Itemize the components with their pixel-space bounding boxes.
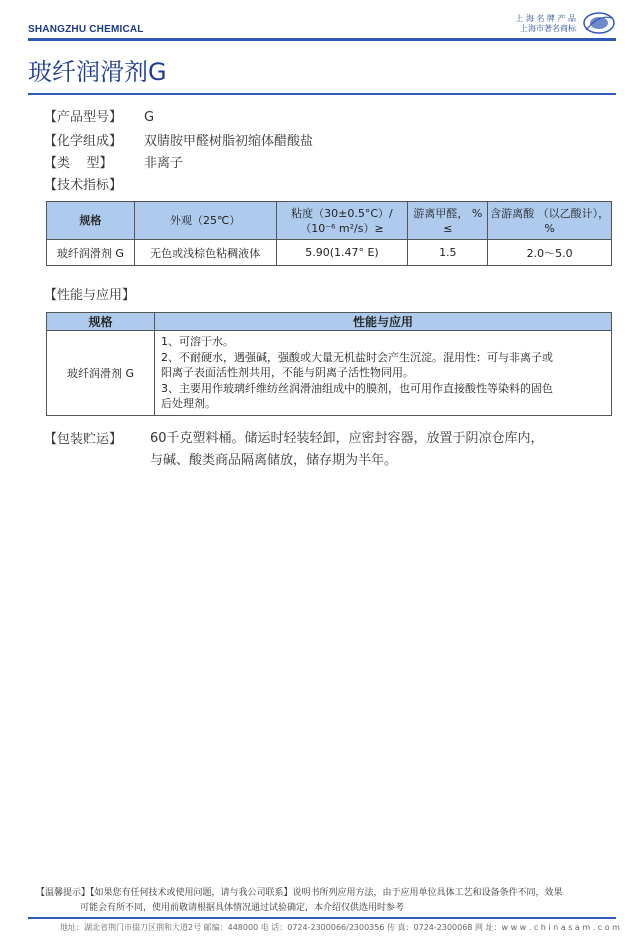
application-line: 3、主要用作玻璃纤维纺丝润滑油组成中的膜剂，也可用作直接酸性等染料的固色 xyxy=(161,381,553,395)
section-application-label: 【性能与应用】 xyxy=(44,288,136,303)
field-type xyxy=(44,152,183,171)
table-row xyxy=(47,240,612,266)
table-cell: 无色或浅棕色粘稠液体 xyxy=(134,240,276,266)
field-model xyxy=(44,106,154,125)
tech-spec-table xyxy=(46,201,612,266)
footer-divider xyxy=(28,917,616,919)
table-header-cell: 规格 xyxy=(47,202,135,240)
packaging-line: 60千克塑料桶。储运时轻装轻卸，应密封容器，放置于阴凉仓库内， xyxy=(150,431,544,446)
packaging-label: 【包装贮运】 xyxy=(44,432,123,447)
table-header-cell: 外观（25℃） xyxy=(134,202,276,240)
table-row xyxy=(47,331,612,416)
table-header-cell: 粘度（30±0.5°C）/ （10⁻⁶ m²/s）≥ xyxy=(276,202,408,240)
award-line-1: 上 海 名 牌 产 品 xyxy=(515,14,576,23)
field-value: G xyxy=(144,110,155,125)
packaging-line: 与碱、酸类商品隔离储放，储存期为半年。 xyxy=(150,453,398,468)
award-line-2: 上海市著名商标 xyxy=(520,24,576,33)
product-title: 玻纤润滑剂G xyxy=(28,58,167,86)
table-cell: 玻纤润滑剂 G xyxy=(47,331,155,416)
footer-notice xyxy=(36,886,616,916)
field-label: 【产品型号】 xyxy=(44,110,123,125)
application-line: 后处理剂。 xyxy=(161,397,216,410)
packaging-text xyxy=(150,428,620,472)
table-cell: 5.90(1.47° E) xyxy=(276,240,408,266)
application-text-cell xyxy=(155,331,612,416)
table-header-cell: 规格 xyxy=(47,313,155,331)
brand-name: SHANGZHU CHEMICAL xyxy=(28,24,144,35)
field-composition xyxy=(44,130,313,149)
notice-line: 可能会有所不同，使用前敬请根据具体情况通过试验确定，本介绍仅供选用时参考 xyxy=(80,903,405,913)
footer-address: 地址：湖北省荆门市掇刀区荆和大道2号 邮编：448000 电 话：0724-2300066/2300356 传 真：0724-2300068 网 址：w w w . c h i n a s a m . c o m xyxy=(60,923,620,932)
application-table xyxy=(46,312,612,416)
table-cell: 1.5 xyxy=(408,240,488,266)
field-label: 【化学组成】 xyxy=(44,134,123,149)
field-value: 双腈胺甲醛树脂初缩体醋酸盐 xyxy=(144,134,314,149)
table-header-row xyxy=(47,313,612,331)
company-logo-icon xyxy=(582,10,616,36)
field-label: 【类 型】 xyxy=(44,156,113,171)
application-line: 1、可溶于水。 xyxy=(161,335,234,348)
header-awards xyxy=(515,14,576,34)
table-header-cell: 性能与应用 xyxy=(155,313,612,331)
table-header-cell: 含游离酸 （以乙酸计），% xyxy=(488,202,612,240)
notice-line: 【温馨提示】【如果您有任何技术或使用问题，请与我公司联系】说明书所列应用方法，由于应用单位具体工艺和设备条件不同，效果 xyxy=(36,888,563,898)
field-value: 非离子 xyxy=(144,156,184,171)
application-line: 2、不耐硬水，遇强碱，强酸或大量无机盐时会产生沉淀。混用性：可与非离子或 xyxy=(161,350,553,364)
field-specs xyxy=(44,174,144,193)
table-cell: 玻纤润滑剂 G xyxy=(47,240,135,266)
header-divider xyxy=(28,38,616,41)
field-label: 【技术指标】 xyxy=(44,178,123,193)
table-header-row xyxy=(47,202,612,240)
table-header-cell: 游离甲醛， % ≤ xyxy=(408,202,488,240)
page-header xyxy=(0,0,644,48)
title-divider xyxy=(28,93,616,95)
application-line: 阳离子表面活性剂共用，不能与阴离子活性物同用。 xyxy=(161,366,414,379)
table-cell: 2.0～5.0 xyxy=(488,240,612,266)
